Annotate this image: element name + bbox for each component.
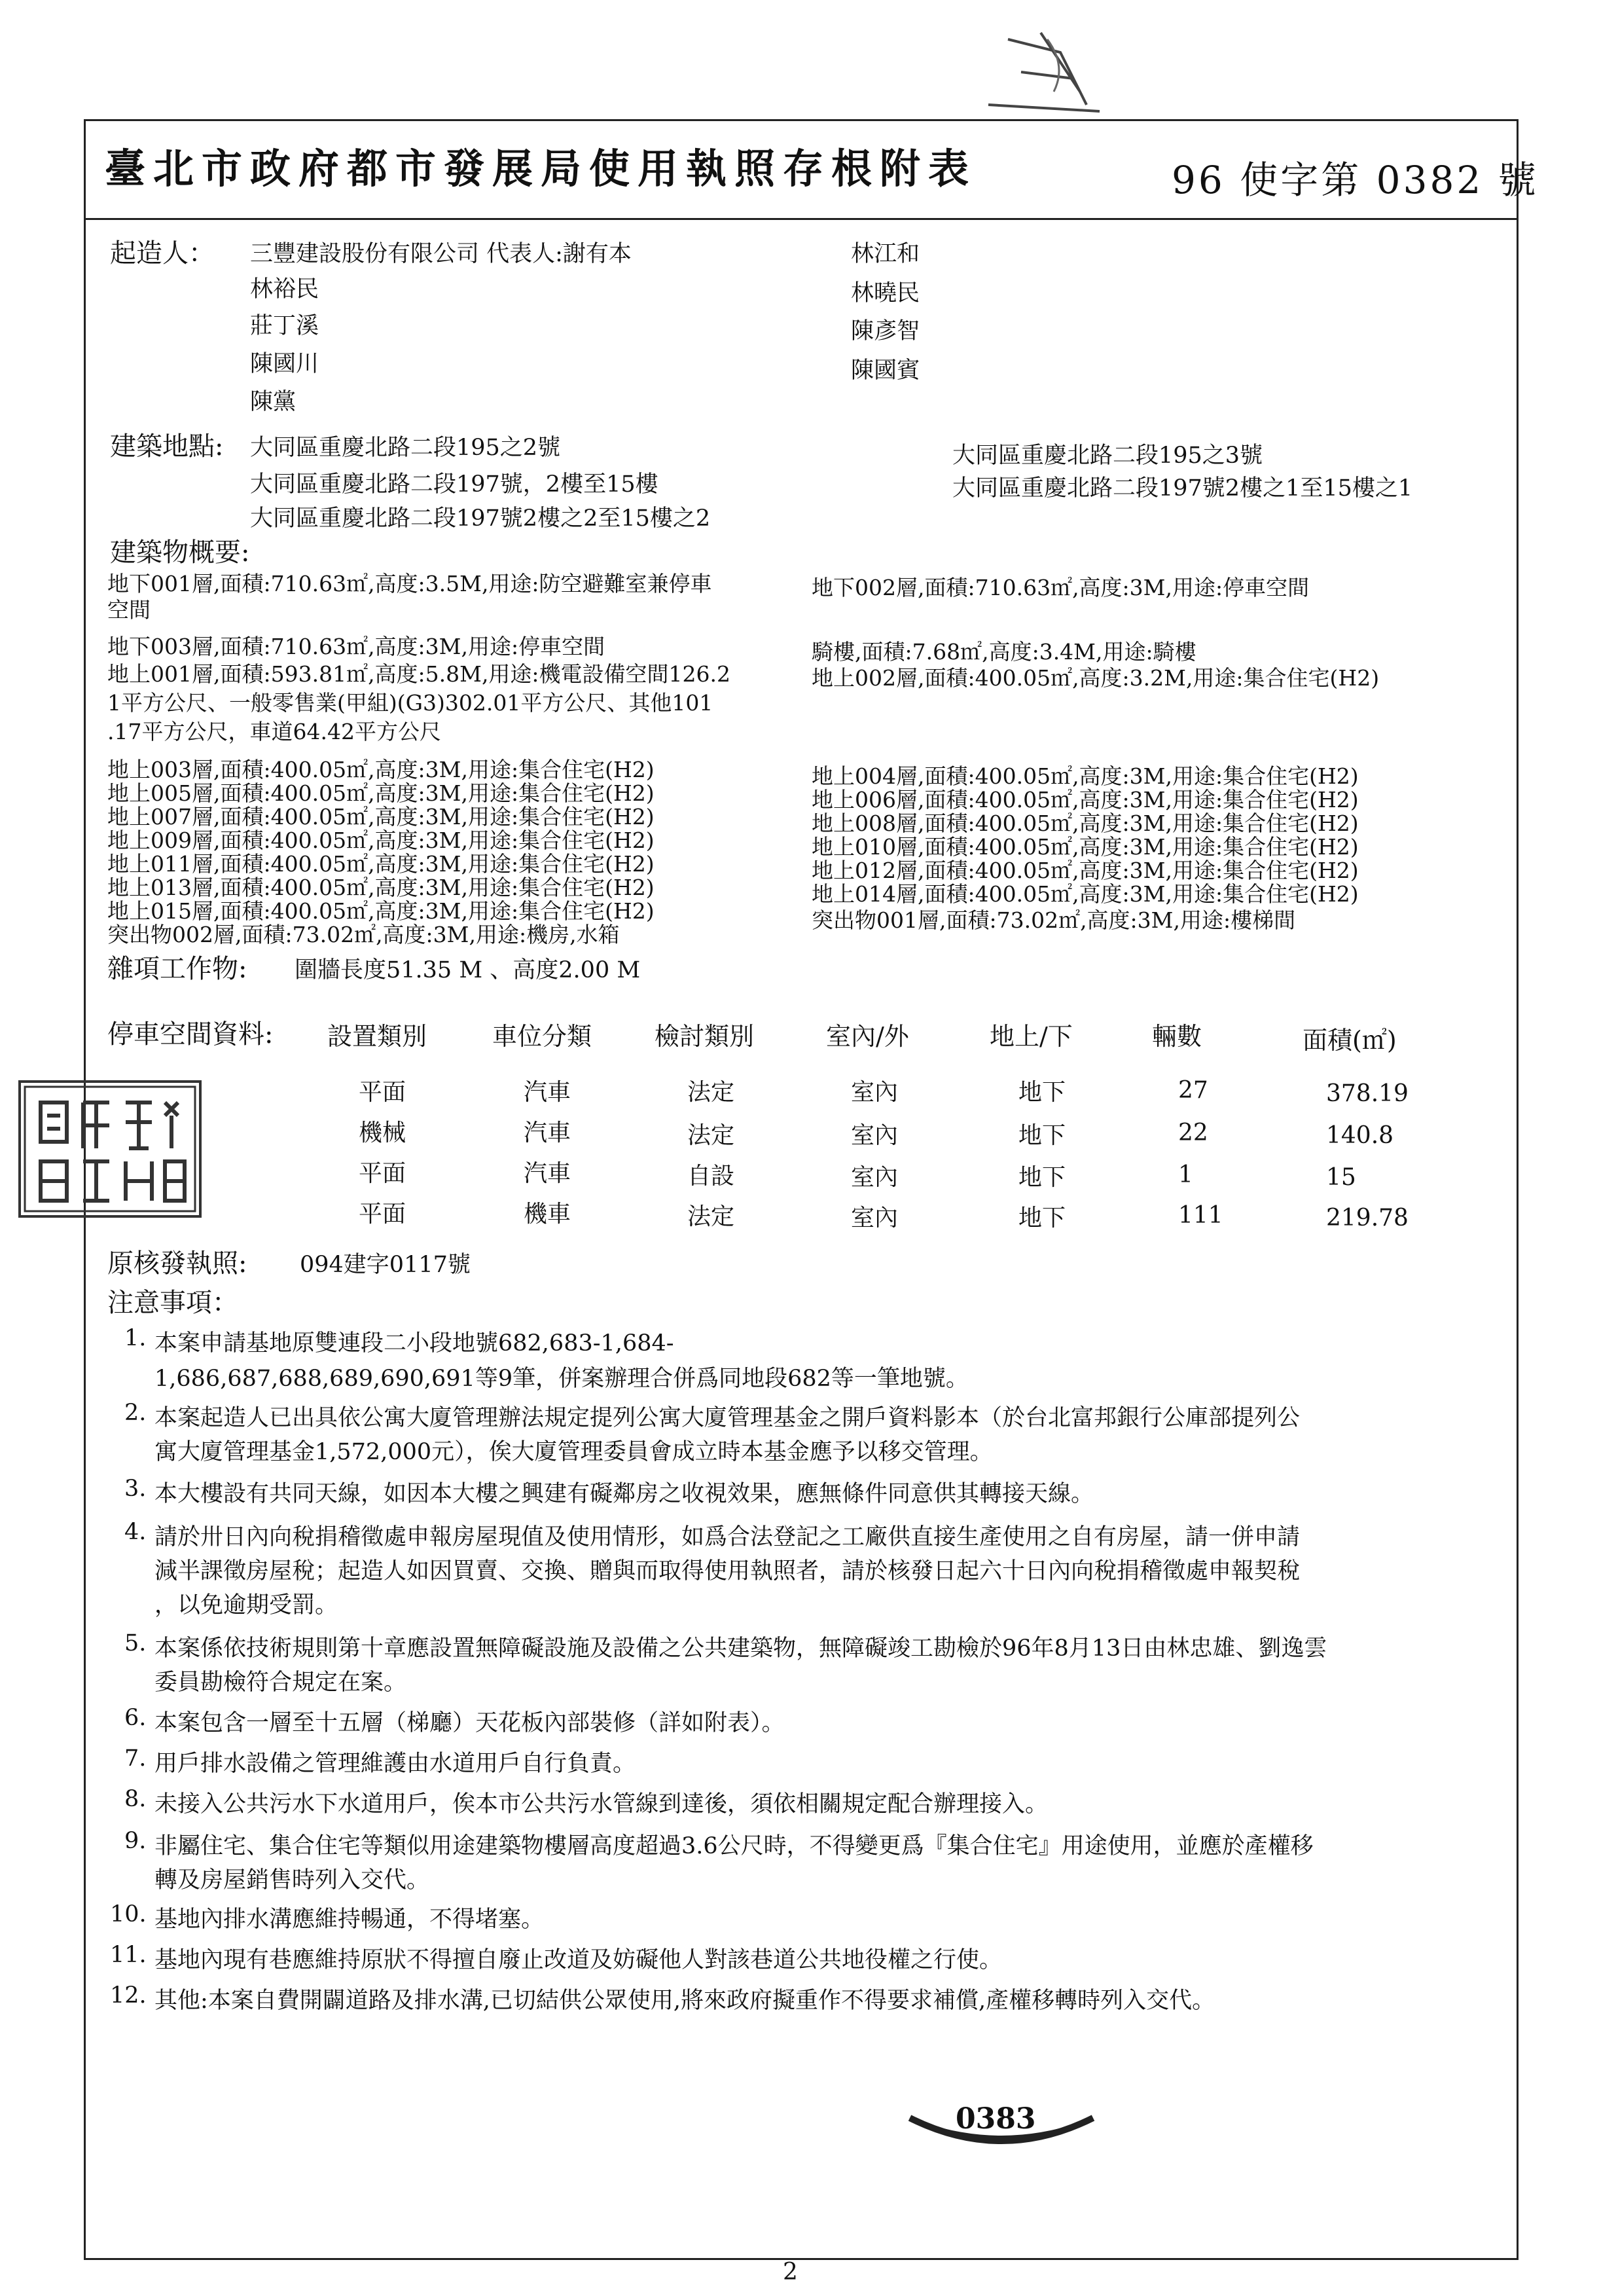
floor-right: 地上010層,面積:400.05㎡,高度:3M,用途:集合住宅(H2) <box>812 834 1359 860</box>
floor-b2: 地下002層,面積:710.63㎡,高度:3M,用途:停車空間 <box>812 575 1310 600</box>
floor-b3: 地下003層,面積:710.63㎡,高度:3M,用途:停車空間 <box>107 634 605 659</box>
cell: 378.19 <box>1326 1080 1409 1107</box>
floor-1f: 地上001層,面積:593.81㎡,高度:5.8M,用途:機電設備空間126.2 <box>107 661 731 687</box>
page-number: 2 <box>783 2259 798 2286</box>
original-license-label: 原核發執照: <box>107 1248 247 1279</box>
floor-2f: 地上002層,面積:400.05㎡,高度:3.2M,用途:集合住宅(H2) <box>812 665 1380 691</box>
builder-name: 陳國賓 <box>851 357 920 384</box>
original-license-value: 094建字0117號 <box>300 1252 471 1278</box>
site-address: 大同區重慶北路二段197號2樓之2至15樓之2 <box>250 505 711 532</box>
floor-left: 地上007層,面積:400.05㎡,高度:3M,用途:集合住宅(H2) <box>107 804 655 829</box>
cell: 地下 <box>1018 1079 1066 1106</box>
site-address: 大同區重慶北路二段197號，2樓至15樓 <box>250 471 658 498</box>
misc-value: 圍牆長度51.35 M 、高度2.00 M <box>295 957 641 983</box>
site-address: 大同區重慶北路二段197號2樓之1至15樓之1 <box>952 475 1413 501</box>
floor-left: 地上011層,面積:400.05㎡,高度:3M,用途:集合住宅(H2) <box>107 851 655 877</box>
note-number: 11. <box>110 1942 147 1968</box>
cell: 法定 <box>687 1122 735 1149</box>
cell: 室內 <box>851 1205 899 1231</box>
floor-right: 地上008層,面積:400.05㎡,高度:3M,用途:集合住宅(H2) <box>812 811 1359 836</box>
note-number: 7. <box>124 1745 147 1772</box>
parking-header: 車位分類 <box>492 1022 592 1051</box>
floor-right: 突出物001層,面積:73.02㎡,高度:3M,用途:樓梯間 <box>812 907 1296 933</box>
cell: 15 <box>1326 1164 1356 1191</box>
note-number: 2. <box>124 1400 147 1426</box>
cell: 自設 <box>687 1163 735 1190</box>
note-line: 本大樓設有共同天線，如因本大樓之興建有礙鄰房之收視效果，應無條件同意供其轉接天線。 <box>154 1481 1094 1507</box>
cell: 室內 <box>851 1079 899 1106</box>
note-line: 1,686,687,688,689,690,691等9筆，併案辦理合併爲同地段682等一筆地號。 <box>154 1366 969 1392</box>
misc-label: 雜項工作物: <box>107 954 247 984</box>
cell: 室內 <box>851 1164 899 1191</box>
builder-name: 林江和 <box>851 241 920 267</box>
official-seal-icon <box>18 1080 202 1218</box>
cell: 機械 <box>359 1120 406 1146</box>
floor-1f-cont: 1平方公尺、一般零售業(甲組)(G3)302.01平方公尺、其他101 <box>107 690 713 716</box>
note-line: 轉及房屋銷售時列入交代。 <box>154 1867 430 1893</box>
notes-label: 注意事項： <box>107 1288 238 1318</box>
document-number: 96 使字第 0382 號 <box>1172 158 1539 202</box>
floor-left: 地上013層,面積:400.05㎡,高度:3M,用途:集合住宅(H2) <box>107 875 655 900</box>
note-line: 本案包含一層至十五層（梯廳）天花板內部裝修（詳如附表）。 <box>154 1710 785 1736</box>
note-line: 用戶排水設備之管理維護由水道用戶自行負責。 <box>154 1751 636 1777</box>
note-number: 6. <box>124 1705 147 1731</box>
builder-name: 陳國川 <box>250 351 319 377</box>
note-line: 寓大廈管理基金1,572,000元），俟大廈管理委員會成立時本基金應予以移交管理。 <box>154 1439 993 1465</box>
cell: 1 <box>1178 1161 1193 1188</box>
floor-right: 地上006層,面積:400.05㎡,高度:3M,用途:集合住宅(H2) <box>812 787 1359 812</box>
cell: 室內 <box>851 1122 899 1149</box>
cell: 汽車 <box>524 1120 571 1146</box>
floor-left: 地上003層,面積:400.05㎡,高度:3M,用途:集合住宅(H2) <box>107 757 655 782</box>
arcade: 騎樓,面積:7.68㎡,高度:3.4M,用途:騎樓 <box>812 639 1196 665</box>
parking-header: 室內/外 <box>826 1022 909 1051</box>
note-line: 非屬住宅、集合住宅等類似用途建築物樓層高度超過3.6公尺時，不得變更爲『集合住宅』用途使用，並應於產權移 <box>154 1833 1314 1859</box>
builder-name: 莊丁溪 <box>250 313 319 339</box>
note-line: 請於卅日內向稅捐稽徵處申報房屋現值及使用情形，如爲合法登記之工廠供直接生產使用之自有房屋，請一併申請 <box>154 1524 1301 1550</box>
cell: 機車 <box>524 1201 571 1228</box>
note-number: 9. <box>124 1828 147 1854</box>
bottom-stamp-icon <box>903 2102 1100 2157</box>
cell: 汽車 <box>524 1160 571 1187</box>
note-number: 4. <box>124 1519 147 1545</box>
note-number: 10. <box>110 1901 147 1927</box>
cell: 219.78 <box>1326 1205 1409 1231</box>
overview-label: 建築物概要: <box>110 538 250 568</box>
parking-header: 地上/下 <box>990 1022 1073 1051</box>
cell: 111 <box>1178 1202 1223 1229</box>
floor-left: 突出物002層,面積:73.02㎡,高度:3M,用途:機房,水箱 <box>107 922 620 947</box>
note-line: ，以免逾期受罰。 <box>154 1592 338 1618</box>
cell: 地下 <box>1018 1122 1066 1149</box>
floor-b1-cont: 空間 <box>107 597 151 623</box>
builder-name: 林裕民 <box>250 276 319 302</box>
builder-name: 林曉民 <box>851 280 920 306</box>
site-address: 大同區重慶北路二段195之2號 <box>250 435 561 461</box>
builder-name: 陳黨 <box>250 389 297 415</box>
note-line: 本案起造人已出具依公寓大廈管理辦法規定提列公寓大廈管理基金之開戶資料影本（於台北富邦銀行公庫部提列公 <box>154 1405 1301 1431</box>
site-address: 大同區重慶北路二段195之3號 <box>952 443 1263 469</box>
floor-1f-cont: .17平方公尺，車道64.42平方公尺 <box>107 719 441 744</box>
stamp-number: 0383 <box>956 2102 1036 2136</box>
stamp-mark-icon <box>982 26 1106 118</box>
cell: 法定 <box>687 1203 735 1230</box>
floor-b1: 地下001層,面積:710.63㎡,高度:3.5M,用途:防空避難室兼停車 <box>107 571 712 596</box>
parking-label: 停車空間資料: <box>107 1019 274 1049</box>
floor-left: 地上009層,面積:400.05㎡,高度:3M,用途:集合住宅(H2) <box>107 828 655 853</box>
note-line: 減半課徵房屋稅；起造人如因買賣、交換、贈與而取得使用執照者，請於核發日起六十日內向稅捐稽徵處申報契稅 <box>154 1558 1301 1584</box>
note-number: 12. <box>110 1982 147 2009</box>
note-number: 1. <box>124 1325 147 1351</box>
note-line: 基地內排水溝應維持暢通，不得堵塞。 <box>154 1906 545 1933</box>
parking-header: 檢討類別 <box>655 1022 755 1051</box>
floor-right: 地上004層,面積:400.05㎡,高度:3M,用途:集合住宅(H2) <box>812 763 1359 789</box>
cell: 平面 <box>359 1201 406 1228</box>
note-line: 基地內現有巷應維持原狀不得擅自廢止改道及妨礙他人對該巷道公共地役權之行使。 <box>154 1947 1003 1973</box>
parking-header: 輛數 <box>1152 1022 1202 1051</box>
note-line: 其他:本案自費開闢道路及排水溝,已切結供公眾使用,將來政府擬重作不得要求補償,產權移轉時列入交代。 <box>154 1988 1215 2014</box>
note-line: 本案申請基地原雙連段二小段地號682,683-1,684- <box>154 1330 674 1357</box>
note-line: 本案係依技術規則第十章應設置無障礙設施及設備之公共建築物，無障礙竣工勘檢於96年8月13日由林忠雄、劉逸雲 <box>154 1635 1327 1662</box>
cell: 地下 <box>1018 1164 1066 1191</box>
title-divider <box>84 218 1519 220</box>
site-label: 建築地點: <box>110 431 224 462</box>
note-number: 8. <box>124 1786 147 1812</box>
cell: 27 <box>1178 1077 1208 1104</box>
floor-left: 地上015層,面積:400.05㎡,高度:3M,用途:集合住宅(H2) <box>107 898 655 924</box>
parking-header: 面積(㎡) <box>1303 1026 1397 1055</box>
parking-header: 設置類別 <box>327 1022 427 1051</box>
floor-left: 地上005層,面積:400.05㎡,高度:3M,用途:集合住宅(H2) <box>107 780 655 806</box>
builder-name: 三豐建設股份有限公司 代表人:謝有本 <box>250 241 632 267</box>
note-line: 未接入公共污水下水道用戶，俟本市公共污水管線到達後，須依相關規定配合辦理接入。 <box>154 1791 1049 1817</box>
cell: 平面 <box>359 1160 406 1187</box>
cell: 140.8 <box>1326 1122 1394 1149</box>
note-line: 委員勘檢符合規定在案。 <box>154 1669 407 1696</box>
cell: 汽車 <box>524 1079 571 1106</box>
builder-name: 陳彥智 <box>851 318 920 344</box>
note-number: 3. <box>124 1476 147 1502</box>
builder-label: 起造人： <box>110 238 215 268</box>
document-title: 臺北市政府都市發展局使用執照存根附表 <box>105 145 977 192</box>
cell: 法定 <box>687 1079 735 1106</box>
floor-right: 地上012層,面積:400.05㎡,高度:3M,用途:集合住宅(H2) <box>812 858 1359 883</box>
cell: 22 <box>1178 1120 1208 1146</box>
floor-right: 地上014層,面積:400.05㎡,高度:3M,用途:集合住宅(H2) <box>812 881 1359 907</box>
cell: 平面 <box>359 1079 406 1106</box>
note-number: 5. <box>124 1630 147 1656</box>
cell: 地下 <box>1018 1205 1066 1231</box>
